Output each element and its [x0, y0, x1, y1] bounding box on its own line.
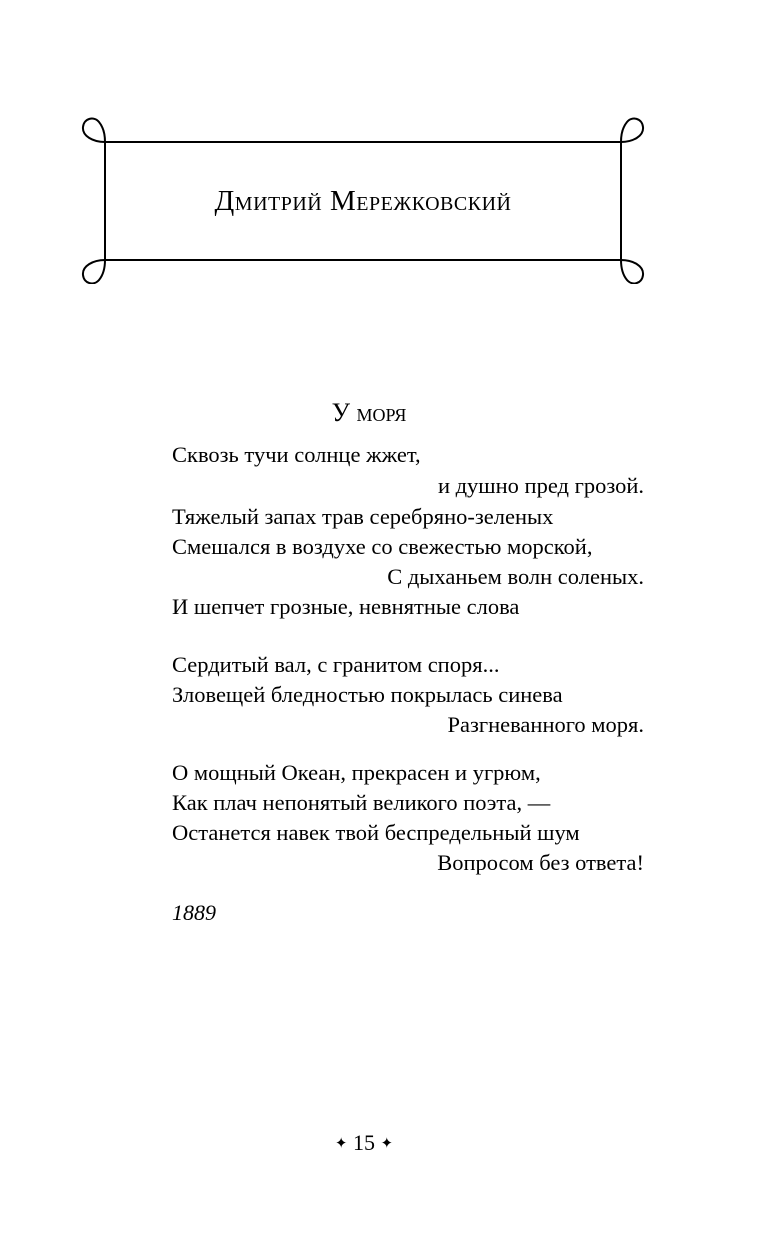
poem-line: Как плач непонятый великого поэта, —: [172, 790, 551, 815]
author-name: Дмитрий Мережковский: [214, 184, 512, 217]
poem-line: И шепчет грозные, невнятные слова: [172, 594, 520, 619]
ornament-left-icon: ✦: [334, 1136, 348, 1152]
poem-line: Зловещей бледностью покрылась синева: [172, 682, 563, 707]
page-number: [0, 1130, 728, 1156]
poem-line: О мощный Океан, прекрасен и угрюм,: [172, 760, 541, 785]
poem-line: Сквозь тучи солнце жжет,: [172, 442, 421, 467]
poem-line: Тяжелый запах трав серебряно-зеленых: [172, 504, 554, 529]
poem-line: Разгневанного моря.: [447, 712, 644, 737]
poem-line: Вопросом без ответа!: [437, 850, 644, 875]
poem-line: Останется навек твой беспредельный шум: [172, 820, 580, 845]
page-number-value: 15: [353, 1130, 375, 1155]
poem-year: 1889: [172, 900, 216, 925]
ornament-right-icon: ✦: [380, 1136, 394, 1152]
poem-line: Сердитый вал, с гранитом споря...: [172, 652, 500, 677]
poem-line: С дыханьем волн соленых.: [387, 564, 644, 589]
poem-line: Смешался в воздухе со свежестью морской,: [172, 534, 593, 559]
poem-title: У моря: [331, 398, 407, 427]
poem-line: и душно пред грозой.: [437, 473, 644, 498]
